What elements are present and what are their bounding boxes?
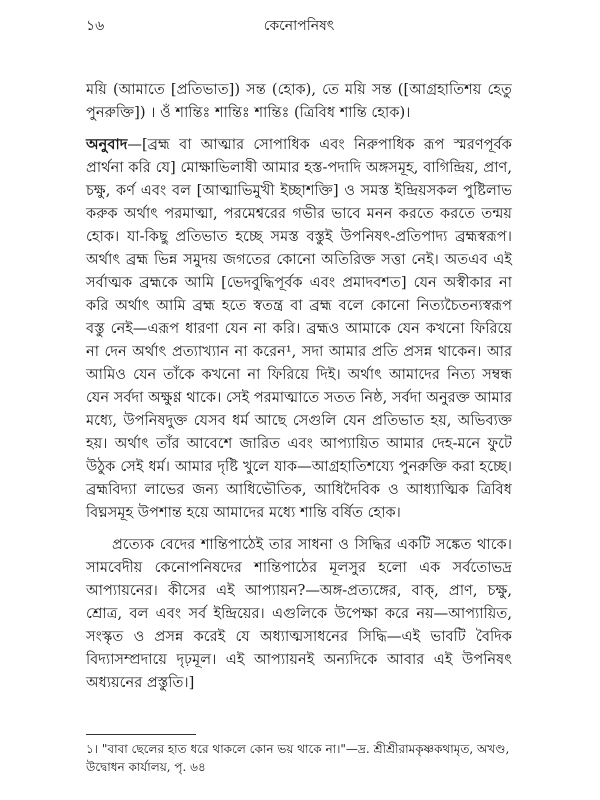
- translation-paragraph: [86, 133, 512, 524]
- footnote: ১। "বাবা ছেলের হাত ধরে থাকলে কোন ভয় থাকে না।"—দ্র. শ্রীশ্রীরামকৃষ্ণকথামৃত, অখণ্ড, উদ্বোধন কার্যালয়, পৃ. ৬৪: [86, 742, 510, 774]
- translation-text: —[ব্রহ্ম বা আত্মার সোপাধিক এবং নিরুপাধিক রূপ স্মরণপূর্বক প্রার্থনা করি যে] মোক্ষাভিলাষী আমার হস্ত-পদাদি অঙ্গসমূহ, বাগিন্দ্রিয়, প্রাণ, চক্ষু, কর্ণ এবং বল [আত্মাভিমুখী ইচ্ছাশক্তি] ও সমস্ত ইন্দ্রিয়সকল পুষ্টিলাভ করুক অর্থাৎ পরমাত্মা, পরমেশ্বরের গভীর ভাবে মনন করতে করতে তন্ময় হোক। যা-কিছু প্রতিভাত হচ্ছে সমস্ত বস্তুই উপনিষৎ-প্রতিপাদ্য ব্রহ্মস্বরূপ। অর্থাৎ ব্রহ্ম ভিন্ন সমুদয় জগতের কোনো অতিরিক্ত সত্তা নেই। অতএব এই সর্বাত্মক ব্রহ্মকে আমি [ভেদবুদ্ধিপূর্বক এবং প্রমাদবশত] যেন অস্বীকার না করি অর্থাৎ আমি ব্রহ্ম হতে স্বতন্ত্র বা ব্রহ্ম বলে কোনো নিত্যচৈতন্যস্বরূপ বস্তু নেই—এরূপ ধারণা যেন না করি। ব্রহ্মও আমাকে যেন কখনো ফিরিয়ে না দেন অর্থাৎ প্রত্যাখ্যান না করেন¹, সদা আমার প্রতি প্রসন্ন থাকেন। আর আমিও যেন তাঁকে কখনো না ফিরিয়ে দিই। অর্থাৎ আমাদের নিত্য সম্বন্ধ যেন সর্বদা অক্ষুণ্ণ থাকে। সেই পরমাত্মাতে সতত নিষ্ঠ, সর্বদা অনুরক্ত আমার মধ্যে, উপনিষদুক্ত যেসব ধর্ম আছে সেগুলি যেন প্রতিভাত হয়, অভিব্যক্ত হয়। অর্থাৎ তাঁর আবেশে জারিত এবং আপ্যায়িত আমার দেহ-মনে ফুটে উঠুক সেই ধর্ম। আমার দৃষ্টি খুলে যাক—আগ্রহাতিশয্যে পুনরুক্তি করা হচ্ছে। ব্রহ্মবিদ্যা লাভের জন্য আধিভৌতিক, আধিদৈবিক ও আধ্যাত্মিক ত্রিবিধ বিঘ্নসমূহ উপশান্ত হয়ে আমাদের মধ্যে শান্তি বর্ষিত হোক।: [86, 136, 512, 521]
- page-number: ১৬: [86, 18, 105, 34]
- body-text: [86, 78, 512, 694]
- footnote-divider: [86, 734, 196, 735]
- running-head: [86, 10, 512, 38]
- verse-paragraph: ময়ি (আমাতে [প্রতিভাত]) সন্ত (হোক), তে ময়ি সন্ত ([আগ্রহাতিশয় হেতু পুনরুক্তি]) । ওঁ শান্তিঃ শান্তিঃ শান্তিঃ (ত্রিবিধ শান্তি হোক)।: [86, 81, 512, 121]
- running-title: কেনোপনিষৎ: [263, 18, 335, 34]
- commentary-paragraph: প্রত্যেক বেদের শান্তিপাঠেই তার সাধনা ও সিদ্ধির একটি সঙ্কেত থাকে। সামবেদীয় কেনোপনিষদের শান্তিপাঠের মূলসুর হলো এক সর্বতোভদ্র আপ্যায়নের। কীসের এই আপ্যায়ন?—অঙ্গ-প্রত্যঙ্গের, বাক্, প্রাণ, চক্ষু, শ্রোত্র, বল এবং সর্ব ইন্দ্রিয়ের। এগুলিকে উপেক্ষা করে নয়—আপ্যায়িত, সংস্কৃত ও প্রসন্ন করেই যে অধ্যাত্মসাধনের সিদ্ধি—এই ভাবটি বৈদিক বিদ্যাসম্প্রদায়ে দৃঢ়মূল। এই আপ্যায়নই অন্যদিকে আবার এই উপনিষৎ অধ্যয়নের প্রস্তুতি।]: [86, 536, 512, 691]
- translation-label: অনুবাদ: [86, 136, 128, 153]
